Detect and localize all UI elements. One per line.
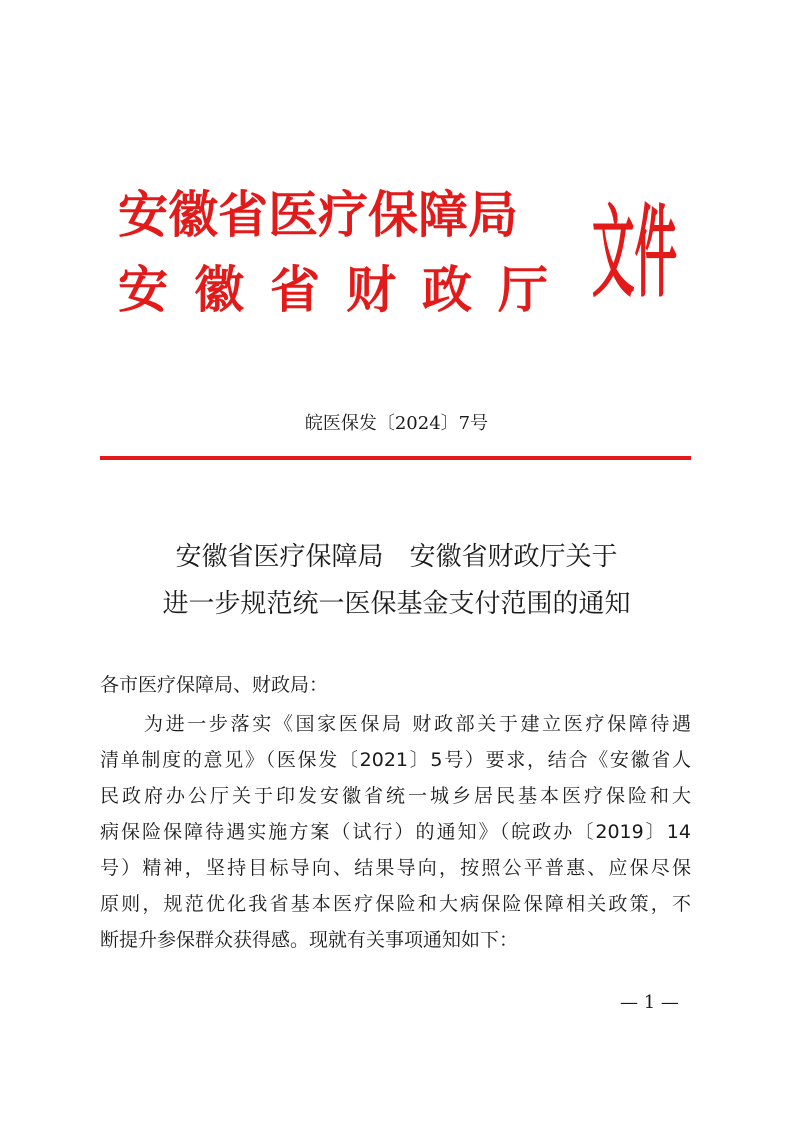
document-title-line-1: 安徽省医疗保障局 安徽省财政厅关于 — [175, 542, 618, 572]
issuer-name-finance-department: 安徽省财政厅 — [118, 261, 574, 319]
page-number: — 1 — — [620, 992, 679, 1013]
issuer-name-medical-security-bureau: 安徽省医疗保障局 — [118, 186, 518, 244]
paragraph-line: 清单制度的意见》（医保发〔2021〕5号）要求，结合《安徽省人 — [100, 749, 691, 771]
red-divider-line — [100, 456, 691, 460]
document-mark: 文件 — [592, 195, 677, 311]
paragraph-line: 病保险保障待遇实施方案（试行）的通知》（皖政办〔2019〕14 — [100, 821, 691, 843]
addressee: 各市医疗保障局、财政局： — [100, 674, 329, 696]
body-paragraph — [100, 706, 691, 958]
paragraph-line: 为进一步落实《国家医保局 财政部关于建立医疗保障待遇 — [144, 713, 691, 735]
paragraph-line: 民政府办公厅关于印发安徽省统一城乡居民基本医疗保险和大 — [100, 785, 691, 807]
document-title-line-2: 进一步规范统一医保基金支付范围的通知 — [162, 589, 631, 619]
document-number: 皖医保发〔2024〕7号 — [304, 413, 489, 434]
paragraph-line: 号）精神，坚持目标导向、结果导向，按照公平普惠、应保尽保 — [100, 857, 691, 879]
paragraph-line: 原则，规范优化我省基本医疗保险和大病保险保障相关政策，不 — [100, 893, 691, 915]
paragraph-line: 断提升参保群众获得感。现就有关事项通知如下： — [100, 929, 519, 951]
